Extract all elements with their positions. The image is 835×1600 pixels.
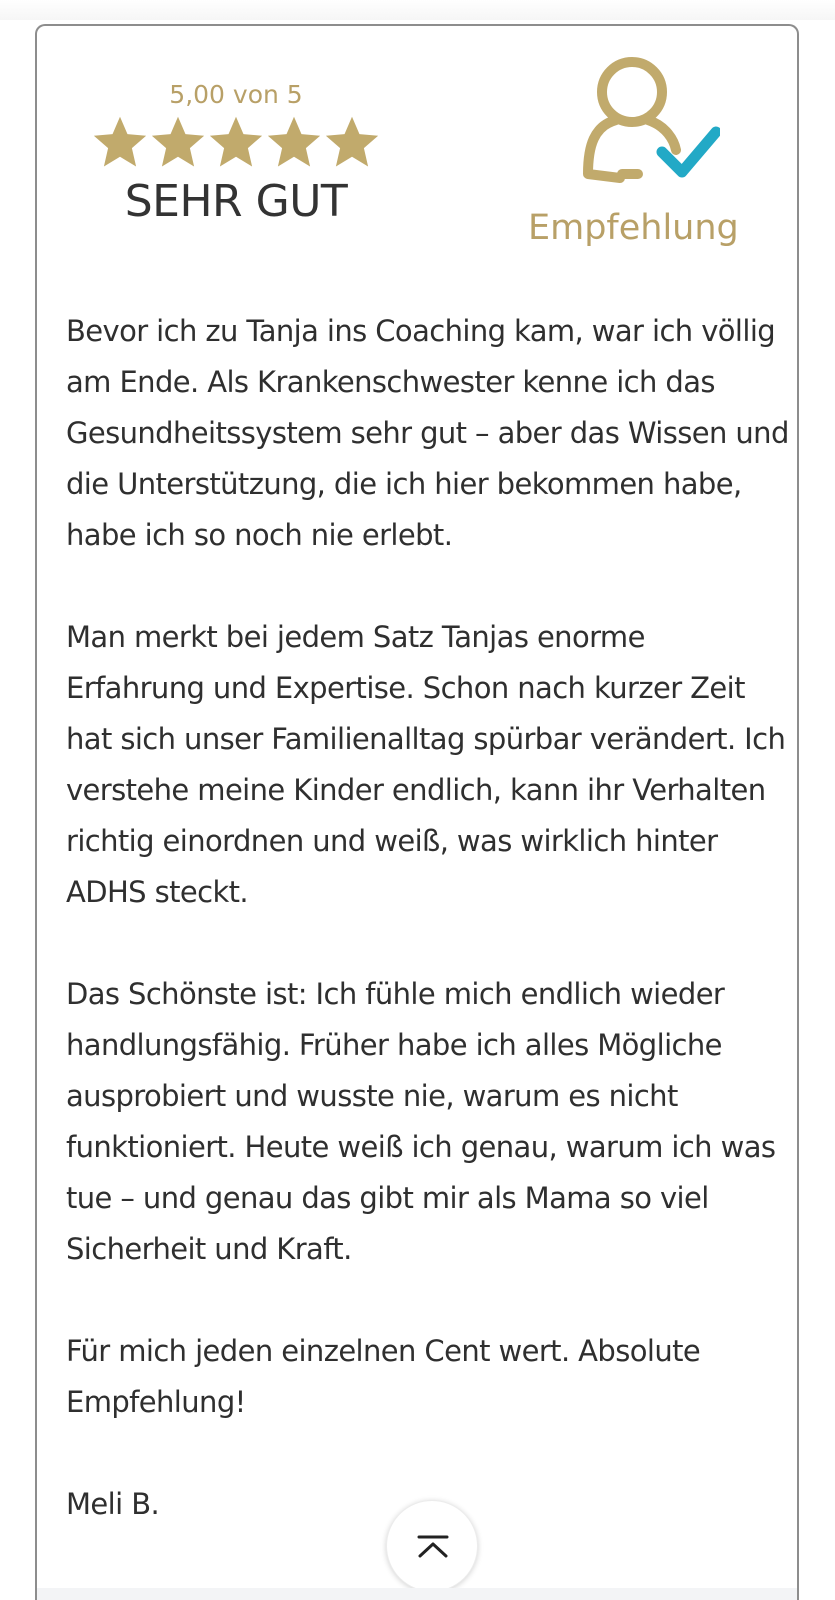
rating-block [90, 78, 382, 230]
review-paragraph: Für mich jeden einzelnen Cent wert. Absolute Empfehlung! [66, 1334, 701, 1419]
badge-label: Empfehlung [528, 208, 739, 248]
star-icon [92, 114, 148, 170]
review-paragraph: Man merkt bei jedem Satz Tanjas enorme Erfahrung und Expertise. Schon nach kurzer Zeit hat sich unser Familienalltag spürbar verändert. Ich verstehe meine Kinder endlich, kann ihr Verhalten richtig einordnen und weiß, was wirklich hinter ADHS steckt. [66, 620, 786, 909]
rating-label: SEHR GUT [124, 176, 348, 227]
scroll-to-top-button[interactable] [386, 1500, 478, 1592]
star-icon [208, 114, 264, 170]
rating-score: 5,00 von 5 [169, 80, 303, 109]
star-rating [90, 114, 382, 170]
review-text [66, 306, 791, 1581]
recommendation-badge [520, 54, 740, 254]
review-author: Meli B. [66, 1487, 160, 1521]
top-edge [0, 0, 835, 20]
star-icon [150, 114, 206, 170]
bottom-bar [37, 1588, 797, 1600]
review-paragraph: Bevor ich zu Tanja ins Coaching kam, war ich völlig am Ende. Als Krankenschwester kenne ich das Gesundheitssystem sehr gut – aber das Wissen und die Unterstützung, die ich hier bekommen habe, habe ich so noch nie erlebt. [66, 314, 789, 552]
scroll-to-top-icon [417, 1535, 449, 1559]
user-check-icon [580, 54, 720, 194]
star-icon [266, 114, 322, 170]
review-paragraph: Das Schönste ist: Ich fühle mich endlich wieder handlungsfähig. Früher habe ich alles Mögliche ausprobiert und wusste nie, warum es nicht funktioniert. Heute weiß ich genau, warum ich was tue – und genau das gibt mir als Mama so viel Sicherheit und Kraft. [66, 977, 776, 1266]
star-icon [324, 114, 380, 170]
